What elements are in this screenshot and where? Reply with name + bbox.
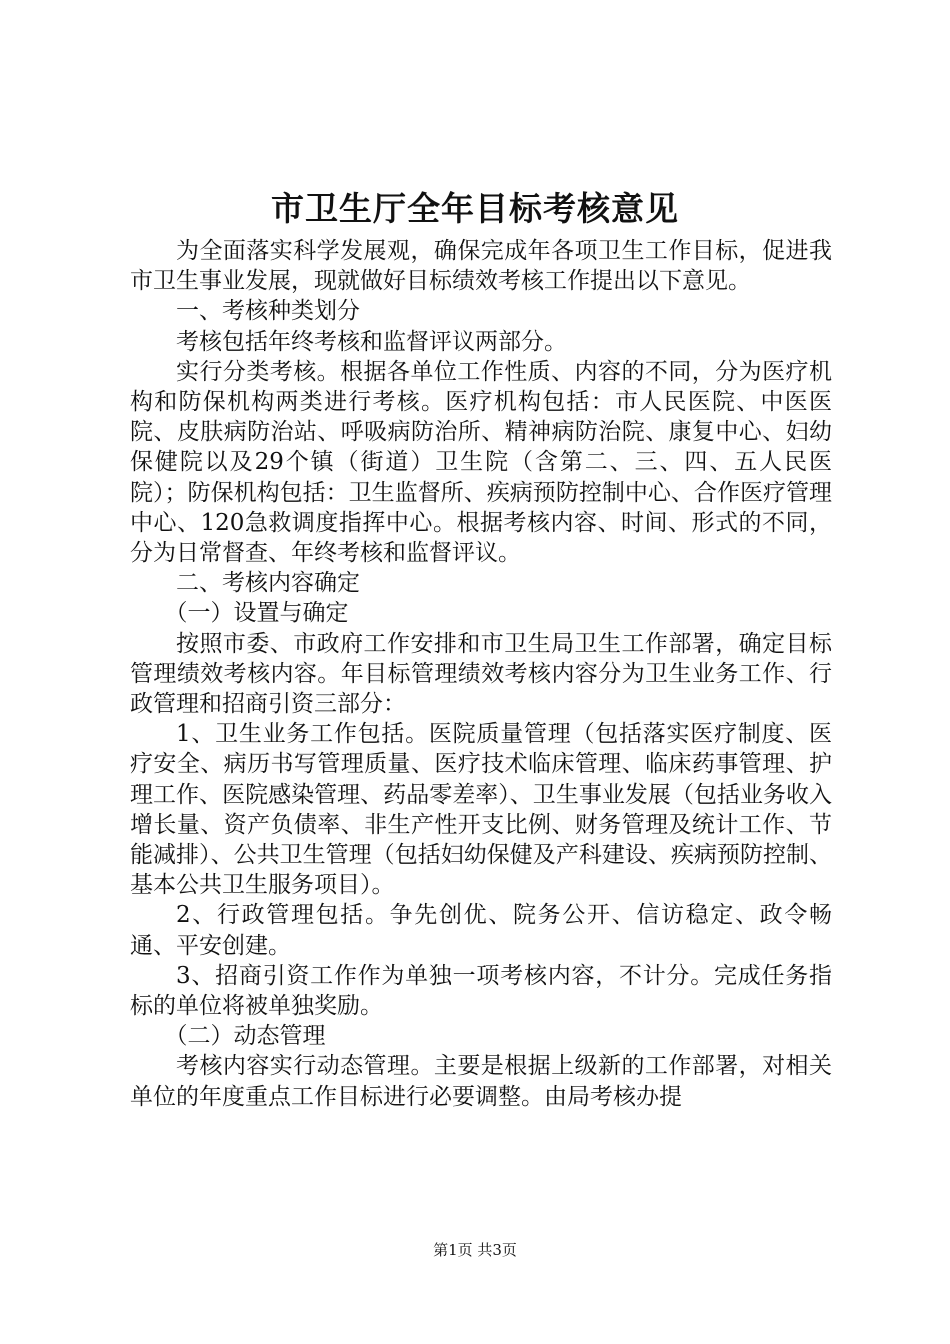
section-heading-1: 一、考核种类划分 xyxy=(176,298,360,325)
list-item: 3、招商引资工作作为单独一项考核内容，不计分。完成任务指标的单位将被单独奖励。 xyxy=(130,962,832,1020)
subsection-heading: （一）设置与确定 xyxy=(164,600,349,627)
page-number: 第1页 共3页 xyxy=(433,1241,517,1259)
paragraph: 考核包括年终考核和监督评议两部分。 xyxy=(176,328,567,355)
subsection-heading: （二）动态管理 xyxy=(164,1023,326,1050)
paragraph: 按照市委、市政府工作安排和市卫生局卫生工作部署，确定目标管理绩效考核内容。年目标管理绩效考核内容分为卫生业务工作、行政管理和招商引资三部分： xyxy=(130,630,832,718)
list-item: 1、卫生业务工作包括。医院质量管理（包括落实医疗制度、医疗安全、病历书写管理质量、医疗技术临床管理、临床药事管理、护理工作、医院感染管理、药品零差率）、卫生事业发展（包括业务收入增长量、资产负债率、非生产性开支比例、财务管理及统计工作、节能减排）、公共卫生管理（包括妇幼保健及产科建设、疾病预防控制、基本公共卫生服务项目）。 xyxy=(130,721,832,899)
list-item: 2、行政管理包括。争先创优、院务公开、信访稳定、政令畅通、平安创建。 xyxy=(130,902,832,959)
page-title: 市卫生厅全年目标考核意见 xyxy=(271,189,679,228)
section-heading-2: 二、考核内容确定 xyxy=(176,570,360,597)
paragraph: 考核内容实行动态管理。主要是根据上级新的工作部署，对相关单位的年度重点工作目标进行必要调整。由局考核办提 xyxy=(130,1053,832,1110)
paragraph: 实行分类考核。根据各单位工作性质、内容的不同，分为医疗机构和防保机构两类进行考核。医疗机构包括：市人民医院、中医医院、皮肤病防治站、呼吸病防治所、精神病防治院、康复中心、妇幼保健院以及29个镇（街道）卫生院（含第二、三、四、五人民医院）；防保机构包括：卫生监督所、疾病预防控制中心、合作医疗管理中心、120急救调度指挥中心。根据考核内容、时间、形式的不同，分为日常督查、年终考核和监督评议。 xyxy=(130,358,832,567)
document-body xyxy=(130,236,832,1112)
paragraph-intro: 为全面落实科学发展观，确保完成年各项卫生工作目标，促进我市卫生事业发展，现就做好目标绩效考核工作提出以下意见。 xyxy=(130,238,832,295)
